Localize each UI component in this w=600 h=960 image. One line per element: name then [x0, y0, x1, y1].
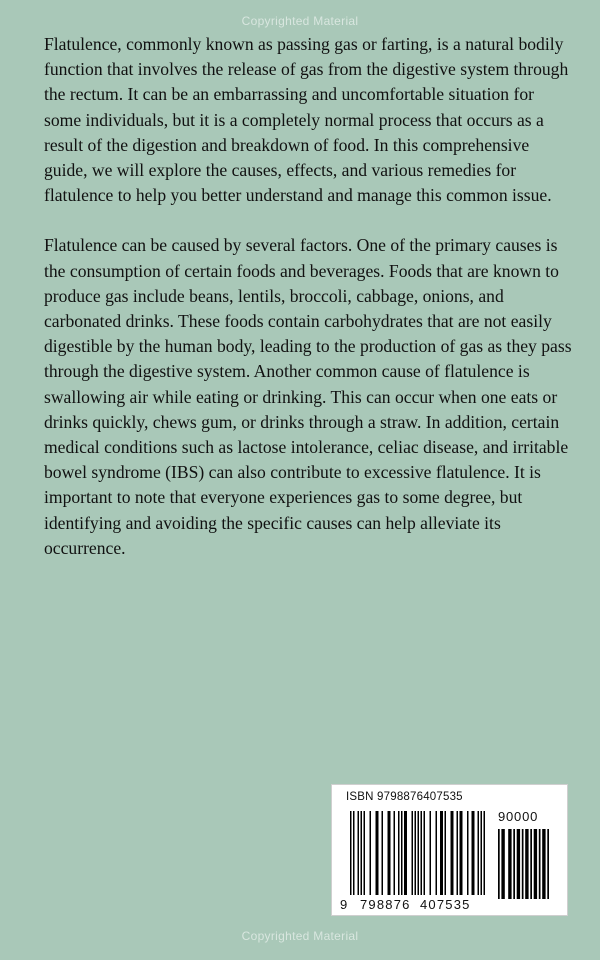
barcode-bar	[481, 811, 483, 895]
barcode-bar	[388, 811, 391, 895]
isbn-label: ISBN 9798876407535	[346, 791, 463, 803]
barcode-bar	[484, 811, 486, 895]
barcode-bar	[370, 811, 372, 895]
barcode-bar	[358, 811, 360, 895]
barcode-bar	[478, 811, 480, 895]
barcode-bar	[498, 829, 500, 899]
barcode-digits-right: 407535	[420, 897, 471, 912]
barcode-bar	[424, 811, 426, 895]
paragraph-causes: Flatulence can be caused by several factors. One of the primary causes is the consumption of certain foods and beverages. Foods that are known to produce gas include beans, lentils, broccoli, cabbage, onions, and carbonated drinks. These foods contain carbohydrates that are not easily digestible by the human body, leading to the production of gas as they pass through the digestive system. Another common cause of flatulence is swallowing air while eating or drinking. This can occur when one eats or drinks quickly, chews gum, or drinks through a straw. In addition, certain medical conditions such as lactose intolerance, celiac disease, and irritable bowel syndrome (IBS) can also contribute to excessive flatulence. It is important to note that everyone experiences gas to some degree, but identifying and avoiding the specific causes can help alleviate its occurrence.	[44, 235, 572, 558]
barcode-bar	[530, 829, 532, 899]
addon-bars	[498, 829, 549, 899]
barcode-bar	[440, 811, 443, 895]
barcode-bar	[508, 829, 511, 899]
barcode-bar	[364, 811, 366, 895]
price-code: 90000	[498, 809, 539, 824]
barcode-bar	[361, 811, 363, 895]
barcode-bar	[522, 829, 524, 899]
barcode-bar	[412, 811, 414, 895]
barcode-bar	[376, 811, 379, 895]
barcode-bar	[525, 829, 528, 899]
barcode-digit-first: 9	[340, 897, 349, 912]
barcode-bar	[513, 829, 515, 899]
barcode-bar	[445, 811, 447, 895]
barcode-bar	[421, 811, 423, 895]
barcode-bar	[457, 811, 459, 895]
barcode-bar	[394, 811, 396, 895]
isbn-barcode-box	[331, 784, 568, 916]
barcode-bar	[415, 811, 417, 895]
barcode-bar	[472, 811, 475, 895]
barcode-bar	[418, 811, 420, 895]
barcode-bar	[382, 811, 384, 895]
barcode-bar	[517, 829, 520, 899]
barcode-bar	[539, 829, 541, 899]
barcode-bar	[350, 811, 352, 895]
barcode-bar	[547, 829, 549, 899]
barcode-bar	[398, 811, 400, 895]
copyright-watermark-top: Copyrighted Material	[241, 14, 359, 28]
barcode-bar	[436, 811, 438, 895]
barcode-bar	[353, 811, 355, 895]
barcode-bar	[430, 811, 432, 895]
barcode-bar	[534, 829, 537, 899]
barcode-digits-left: 798876	[360, 897, 411, 912]
cover-body-text	[44, 32, 572, 561]
copyright-watermark-bottom: Copyrighted Material	[241, 929, 359, 943]
paragraph-intro: Flatulence, commonly known as passing gas or farting, is a natural bodily function that involves the release of gas from the digestive system through the rectum. It can be an embarrassing and uncomfortable situation for some individuals, but it is a completely normal process that occurs as a result of the digestion and breakdown of food. In this comprehensive guide, we will explore the causes, effects, and various remedies for flatulence to help you better understand and manage this common issue.	[44, 34, 569, 206]
barcode-bar	[467, 811, 469, 895]
barcode-bar	[501, 829, 504, 899]
barcode-bar	[460, 811, 463, 895]
barcode-bar	[401, 811, 403, 895]
barcode-bar	[404, 811, 407, 895]
barcode-bar	[542, 829, 545, 899]
ean13-bars	[350, 811, 485, 895]
barcode-bar	[451, 811, 454, 895]
